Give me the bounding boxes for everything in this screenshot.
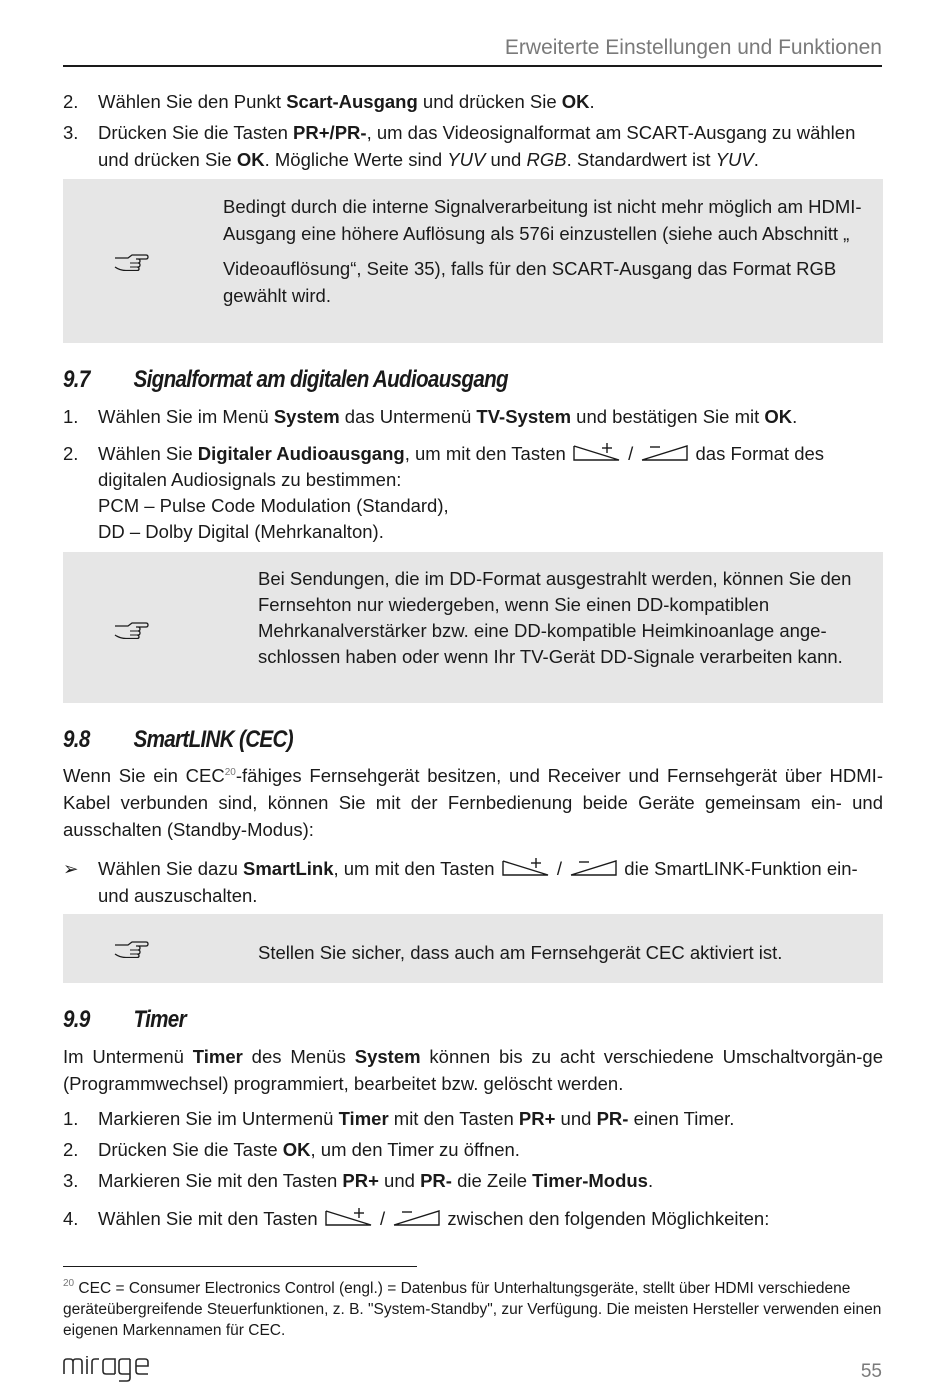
volume-up-key-icon <box>502 857 550 877</box>
running-header: Erweiterte Einstellungen und Funktionen <box>63 34 882 67</box>
list-item: 2. Wählen Sie den Punkt Scart-Ausgang und drücken Sie OK. <box>63 91 595 112</box>
bullet-smartlink <box>63 855 883 909</box>
volume-down-key-icon <box>640 442 688 462</box>
paragraph-timer: Im Untermenü Timer des Menüs System können bis zu acht verschiedene Umschaltvorgän-ge (Programmwechsel) programmiert, bearbeitet bzw. gelöscht werden. <box>63 1046 883 1094</box>
list-item: 1. Markieren Sie im Untermenü Timer mit den Tasten PR+ und PR- einen Timer. <box>63 1108 735 1129</box>
list-item: ➢ Wählen Sie dazu SmartLink, um mit den Tasten / die SmartLINK-Funktion ein- und auszuschalten. <box>63 855 883 909</box>
bullet-arrow-icon: ➢ <box>63 858 79 879</box>
mirage-logo <box>63 1356 149 1384</box>
list-item: 3. Drücken Sie die Tasten PR+/PR-, um das Videosignalformat am SCART-Ausgang zu wählen und drücken Sie OK. Mögliche Werte sind YUV und RGB. Standardwert ist YUV. <box>63 122 856 170</box>
note-text: Bedingt durch die interne Signalverarbeitung ist nicht mehr möglich am HDMI-Ausgang eine höhere Auflösung als 576i einzustellen (siehe auch Abschnitt „ <box>223 196 862 244</box>
steps-list-scart <box>63 88 883 173</box>
note-text: Stellen Sie sicher, dass auch am Fernsehgerät CEC aktiviert ist. <box>258 942 783 963</box>
footnote: $^{20}$ CEC = Consumer Electronics Control (engl.) = Datenbus für Unterhaltungsgeräte, stellt über HDMI verschiedene geräteübergreifende Steuerfunktionen, z. B. "System-Standby", zur Verfügung. Die meisten Hersteller verwenden einen eigenen Markennamen für CEC. <box>63 1278 882 1339</box>
pointing-hand-icon <box>113 938 149 958</box>
volume-up-key-icon <box>325 1207 373 1227</box>
page-number: 55 <box>860 1361 882 1382</box>
section-heading-9-7: 9.7 Signalformat am digitalen Audioausgang <box>63 366 508 393</box>
note-box-dolby <box>63 552 883 703</box>
footnote-divider <box>63 1266 417 1267</box>
section-heading-9-9: 9.9 Timer <box>63 1006 186 1033</box>
pointing-hand-icon <box>113 619 149 639</box>
footnote-reference[interactable]: 20 <box>224 767 236 778</box>
note-box-cec <box>63 914 883 983</box>
steps-list-audio <box>63 403 883 545</box>
list-item: 1. Wählen Sie im Menü System das Untermenü TV-System und bestätigen Sie mit OK. <box>63 406 798 427</box>
section-heading-9-8: 9.8 SmartLINK (CEC) <box>63 726 293 753</box>
note-text: Videoauflösung“, Seite 35), falls für den SCART-Ausgang das Format RGB gewählt wird. <box>223 258 837 306</box>
list-item: 3. Markieren Sie mit den Tasten PR+ und PR- die Zeile Timer-Modus. <box>63 1170 654 1191</box>
note-text: Bei Sendungen, die im DD-Format ausgestrahlt werden, können Sie den Fernsehton nur wiedergeben, wenn Sie einen DD-kompatiblen Mehrkanalverstärker bzw. eine DD-kompatible Heimkinoanlage ange-schlossen haben oder wenn Ihr TV-Gerät DD-Signale verarbeiten kann. <box>258 568 852 667</box>
volume-down-key-icon <box>569 857 617 877</box>
paragraph-cec: Wenn Sie ein CEC$^{20}$-fähiges Fernsehgerät besitzen, und Receiver und Fernsehgerät über HDMI-Kabel verbunden sind, können Sie mit der Fernbedienung beide Geräte gemeinsam ein- und ausschalten (Standby-Modus): <box>63 765 883 840</box>
note-box-hdmi <box>63 179 883 343</box>
steps-list-timer <box>63 1105 883 1232</box>
list-item: 4. Wählen Sie mit den Tasten / zwischen den folgenden Möglichkeiten: <box>63 1208 770 1229</box>
volume-down-key-icon <box>392 1207 440 1227</box>
list-item: 2. Wählen Sie Digitaler Audioausgang, um mit den Tasten / das Format des digitalen Audiosignals zu bestimmen: PCM – Pulse Code Modulation (Standard), DD – Dolby Digital (Mehrkanalton). <box>63 443 825 542</box>
list-item: 2. Drücken Sie die Taste OK, um den Timer zu öffnen. <box>63 1139 520 1160</box>
pointing-hand-icon <box>113 251 149 271</box>
volume-up-key-icon <box>573 442 621 462</box>
